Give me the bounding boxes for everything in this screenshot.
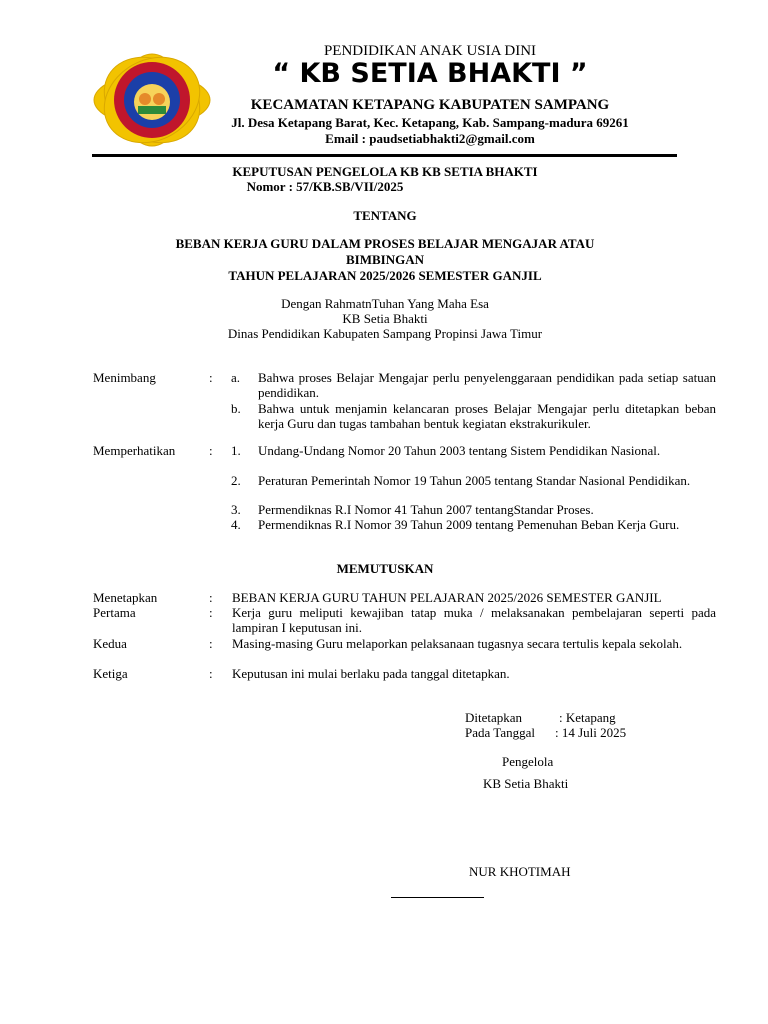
observing-marker: 4.: [231, 517, 241, 532]
decree-about: TENTANG: [353, 208, 417, 223]
decree-subject-line2: BIMBINGAN: [345, 252, 424, 267]
considering-colon: :: [209, 370, 213, 385]
signature-org: KB Setia Bhakti: [483, 776, 569, 791]
observing-item: Permendiknas R.I Nomor 39 Tahun 2009 tentang Pemenuhan Beban Kerja Guru.: [258, 517, 680, 532]
decides-colon: :: [209, 590, 213, 605]
considering-marker: b.: [231, 401, 241, 416]
observing-marker: 2.: [231, 473, 241, 488]
header-school-name: “ KB SETIA BHAKTI ”: [272, 58, 588, 89]
opening-line2: KB Setia Bhakti: [342, 311, 428, 326]
decides-heading: MEMUTUSKAN: [336, 561, 434, 576]
decree-title: KEPUTUSAN PENGELOLA KB KB SETIA BHAKTI: [232, 164, 538, 179]
header-institution-type: PENDIDIKAN ANAK USIA DINI: [323, 43, 537, 59]
decree-subject-line3: TAHUN PELAJARAN 2025/2026 SEMESTER GANJIL: [228, 268, 542, 283]
signature-date-value: : 14 Juli 2025: [555, 725, 627, 740]
decides-colon: :: [209, 636, 213, 651]
decides-text: Keputusan ini mulai berlaku pada tanggal ditetapkan.: [232, 666, 510, 681]
signature-date-label: Pada Tanggal: [465, 725, 535, 740]
considering-marker: a.: [231, 370, 241, 385]
decides-label: Menetapkan: [93, 590, 158, 605]
decides-label: Kedua: [93, 636, 127, 651]
observing-label: Memperhatikan: [93, 443, 176, 458]
decree-subject-line1: BEBAN KERJA GURU DALAM PROSES BELAJAR MENGAJAR ATAU: [175, 236, 595, 251]
observing-item: Undang-Undang Nomor 20 Tahun 2003 tentang Sistem Pendidikan Nasional.: [258, 443, 661, 458]
signature-place-value: : Ketapang: [559, 710, 616, 725]
signature-name: NUR KHOTIMAH: [469, 864, 571, 879]
decides-text: BEBAN KERJA GURU TAHUN PELAJARAN 2025/2026 SEMESTER GANJIL: [232, 590, 662, 605]
signature-line: [391, 897, 484, 898]
observing-item: Peraturan Pemerintah Nomor 19 Tahun 2005 tentang Standar Nasional Pendidikan.: [258, 473, 691, 488]
decides-label: Pertama: [93, 605, 136, 620]
decides-text: Masing-masing Guru melaporkan pelaksanaan tugasnya secara tertulis kepala sekolah.: [232, 636, 683, 651]
header-divider: [92, 154, 677, 157]
observing-colon: :: [209, 443, 213, 458]
signature-role: Pengelola: [502, 754, 554, 769]
decree-number: Nomor : 57/KB.SB/VII/2025: [246, 179, 404, 194]
opening-line3: Dinas Pendidikan Kabupaten Sampang Propinsi Jawa Timur: [227, 326, 543, 341]
header-email: Email : paudsetiabhakti2@gmail.com: [325, 131, 535, 146]
observing-item: Permendiknas R.I Nomor 41 Tahun 2007 tentangStandar Proses.: [258, 502, 594, 517]
header-district: KECAMATAN KETAPANG KABUPATEN SAMPANG: [250, 97, 610, 113]
observing-marker: 3.: [231, 502, 241, 517]
considering-item: Bahwa proses Belajar Mengajar perlu penyelenggaraan pendidikan pada setiap satuan pendidikan.: [258, 370, 716, 400]
header-address: Jl. Desa Ketapang Barat, Kec. Ketapang, Kab. Sampang-madura 69261: [231, 115, 629, 130]
decides-colon: :: [209, 666, 213, 681]
decides-label: Ketiga: [93, 666, 128, 681]
opening-line1: Dengan RahmatnTuhan Yang Maha Esa: [281, 296, 489, 311]
considering-label: Menimbang: [93, 370, 156, 385]
decides-colon: :: [209, 605, 213, 620]
observing-marker: 1.: [231, 443, 241, 458]
signature-place-label: Ditetapkan: [465, 710, 523, 725]
decides-text: Kerja guru meliputi kewajiban tatap muka / melaksanakan pembelajaran seperti pada lampiran I keputusan ini.: [232, 605, 716, 635]
considering-item: Bahwa untuk menjamin kelancaran proses Belajar Mengajar perlu ditetapkan beban kerja Guru dan tugas tambahan bentuk kegiatan ekstrakurikuler.: [258, 401, 716, 431]
